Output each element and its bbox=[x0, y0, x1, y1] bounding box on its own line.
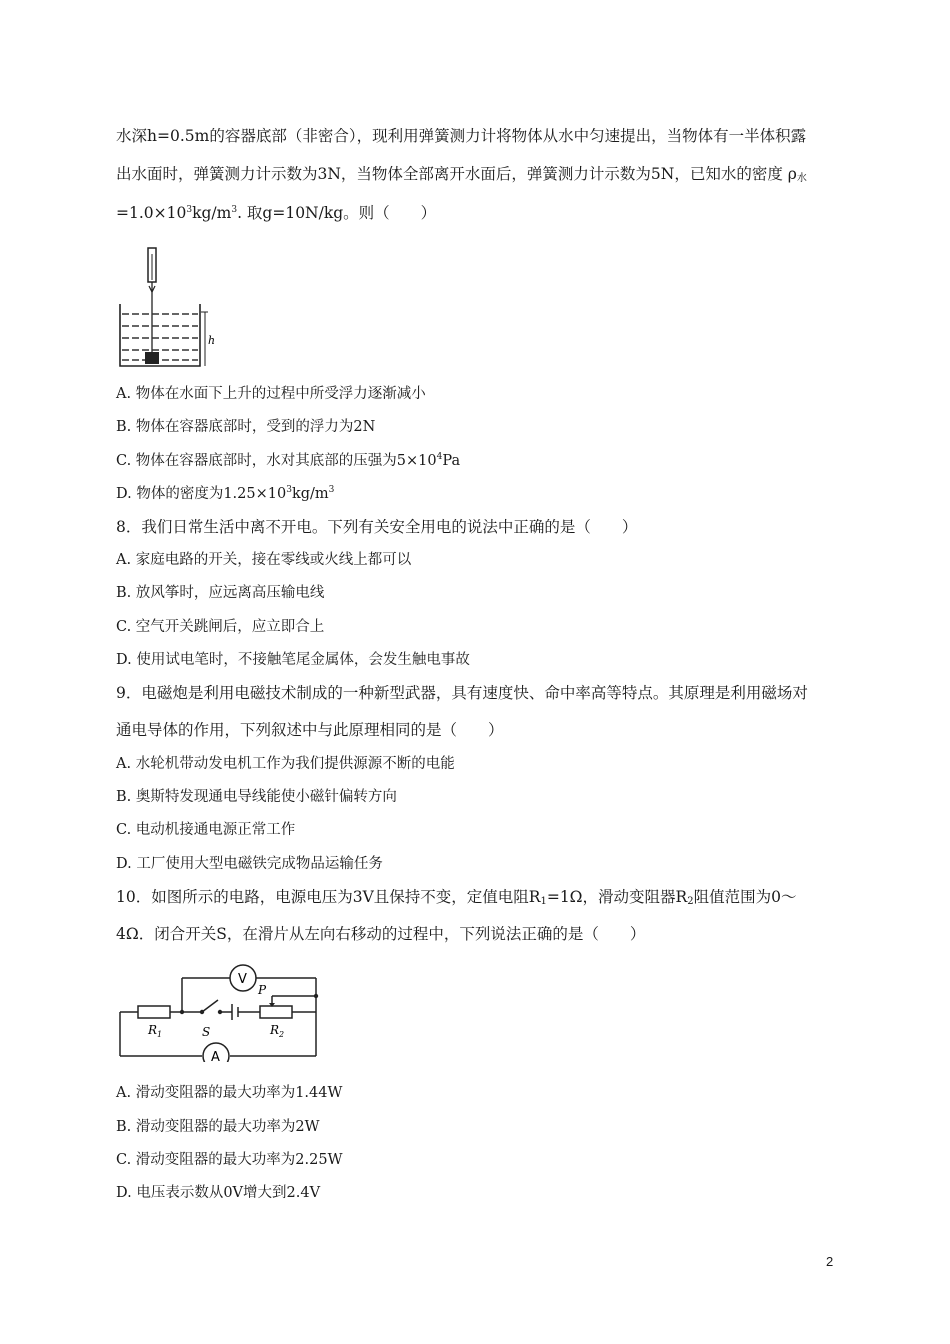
q7-option-d: D. 物体的密度为$1.25\times 10^3kg/m^3$ bbox=[116, 485, 335, 502]
q7-stem-line-2: 出水面时，弹簧测力计示数为3N，当物体全部离开水面后，弹簧测力计示数为5N，已知水的密度 $\rho_水$ bbox=[116, 165, 807, 184]
q8-option-a: A. 家庭电路的开关，接在零线或火线上都可以 bbox=[116, 552, 412, 568]
q8-option-d: D. 使用试电笔时，不接触笔尾金属体，会发生触电事故 bbox=[116, 652, 470, 668]
q9-stem-line-1: 9．电磁炮是利用电磁技术制成的一种新型武器，具有速度快、命中率高等特点。其原理是利用磁场对 bbox=[116, 684, 808, 702]
q9-option-b: B. 奥斯特发现通电导线能使小磁针偏转方向 bbox=[116, 789, 397, 805]
q10-stem-line-1: 10．如图所示的电路，电源电压为3V且保持不变，定值电阻$R_1=1\Omega$，滑动变阻器$R_2$阻值范围为0～ bbox=[116, 888, 797, 907]
q8-option-b: B. 放风筝时，应远离高压输电线 bbox=[116, 585, 325, 601]
q10-option-b: B. 滑动变阻器的最大功率为2W bbox=[116, 1119, 320, 1135]
q8-stem: 8．我们日常生活中离不开电。下列有关安全用电的说法中正确的是（ ） bbox=[116, 518, 638, 536]
switch-label: S bbox=[202, 1025, 211, 1039]
ammeter-label: A bbox=[211, 1050, 220, 1062]
q7-stem-line-1: 水深h=0.5m的容器底部（非密合），现利用弹簧测力计将物体从水中匀速提出，当物体有一半体积露 bbox=[116, 127, 807, 145]
slider-label: P bbox=[258, 983, 267, 997]
q10-option-a: A. 滑动变阻器的最大功率为1.44W bbox=[116, 1085, 343, 1101]
q10-option-d: D. 电压表示数从0V增大到2.4V bbox=[116, 1185, 321, 1201]
r1-label: $R_1$ bbox=[148, 1023, 163, 1039]
container-figure bbox=[110, 240, 222, 370]
r2-label: $R_2$ bbox=[270, 1023, 285, 1039]
circuit-figure bbox=[112, 960, 324, 1062]
q9-option-d: D. 工厂使用大型电磁铁完成物品运输任务 bbox=[116, 856, 383, 872]
q7-option-c: C. 物体在容器底部时，水对其底部的压强为$5\times 10^4Pa$ bbox=[116, 452, 461, 469]
q9-option-c: C. 电动机接通电源正常工作 bbox=[116, 822, 296, 838]
voltmeter-label: V bbox=[238, 972, 247, 987]
q7-option-a: A. 物体在水面下上升的过程中所受浮力逐渐减小 bbox=[116, 386, 426, 402]
q9-option-a: A. 水轮机带动发电机工作为我们提供源源不断的电能 bbox=[116, 756, 455, 772]
q7-option-b: B. 物体在容器底部时，受到的浮力为2N bbox=[116, 419, 376, 435]
q10-stem-line-2: 4Ω．闭合开关S，在滑片从左向右移动的过程中，下列说法正确的是（ ） bbox=[116, 925, 646, 943]
q8-option-c: C. 空气开关跳闸后，应立即合上 bbox=[116, 619, 325, 635]
q10-option-c: C. 滑动变阻器的最大功率为2.25W bbox=[116, 1152, 343, 1168]
h-label: h bbox=[208, 334, 216, 347]
page-number: 2 bbox=[826, 1254, 834, 1269]
q9-stem-line-2: 通电导体的作用，下列叙述中与此原理相同的是（ ） bbox=[116, 721, 504, 739]
q7-stem-line-3: $=1.0\times 10^3kg/m^3$. 取g=10N/kg。则（ ） bbox=[116, 204, 437, 222]
